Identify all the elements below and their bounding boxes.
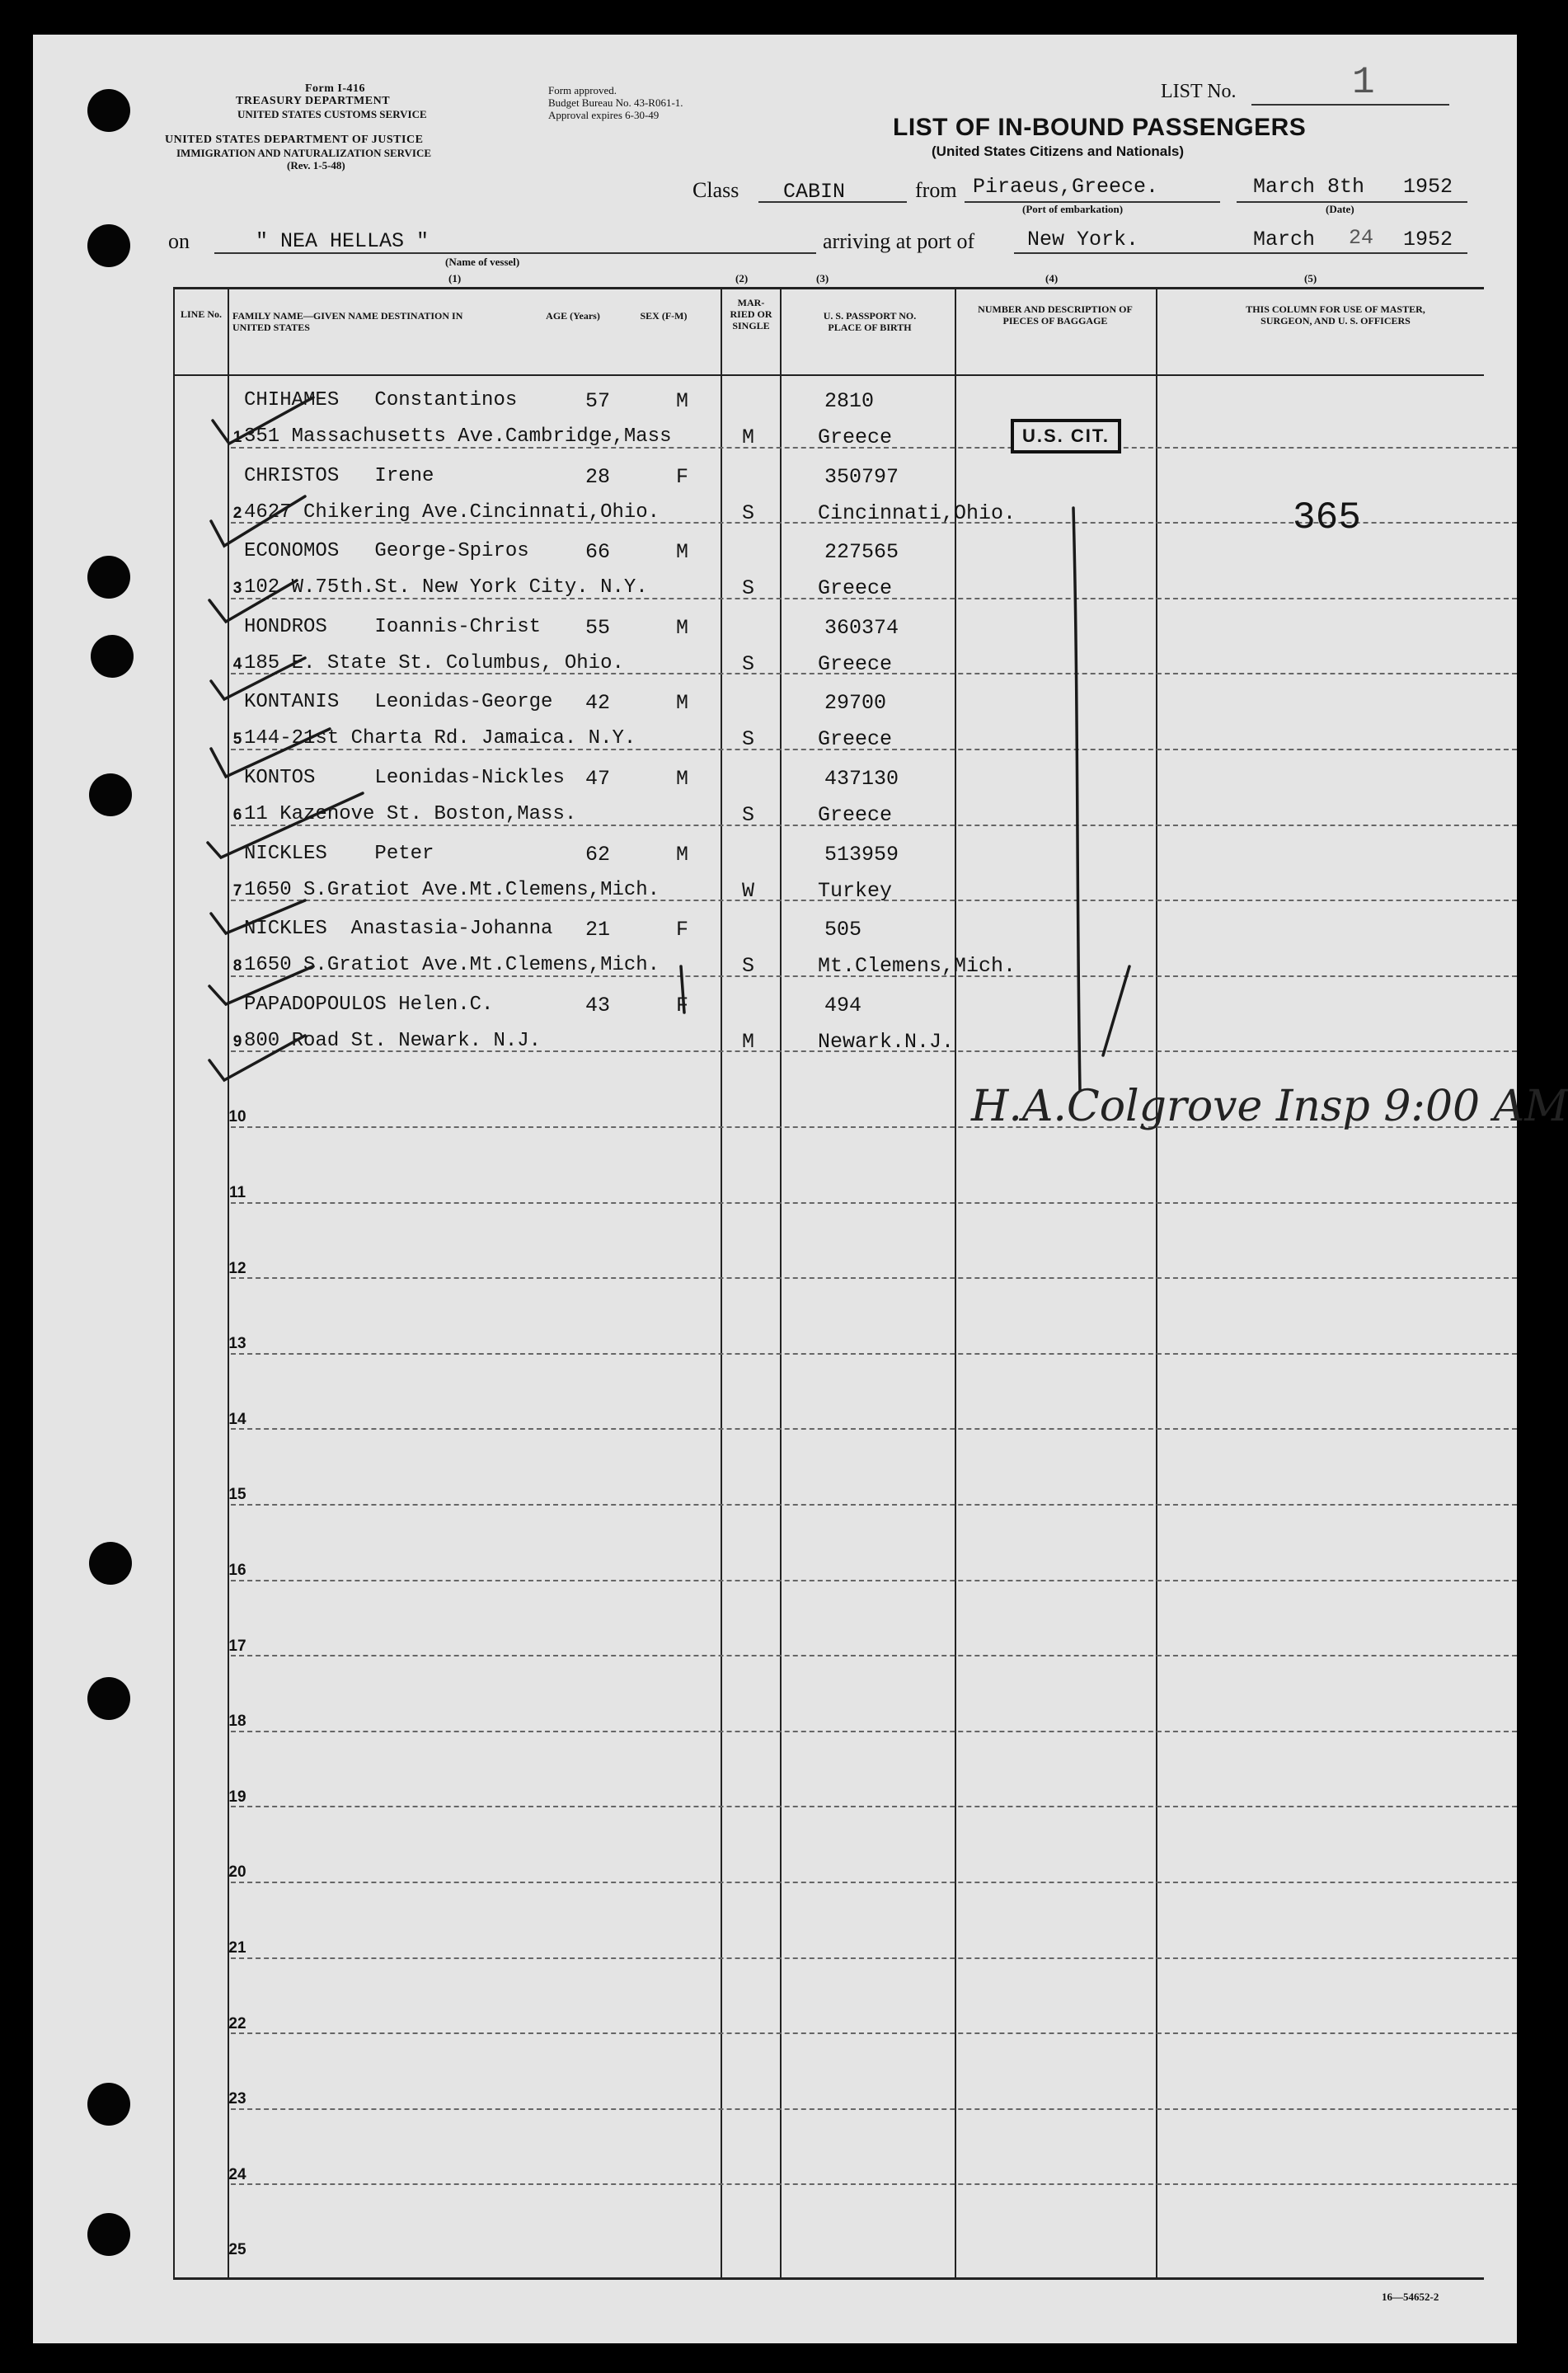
line-number: 5 bbox=[232, 731, 242, 749]
line-number: 7 bbox=[232, 881, 242, 900]
passenger-age: 62 bbox=[585, 842, 611, 867]
passenger-age: 55 bbox=[585, 615, 611, 640]
passenger-age: 43 bbox=[585, 993, 611, 1017]
checkmark bbox=[211, 655, 305, 699]
passenger-address: 102 W.75th.St. New York City. N.Y. bbox=[244, 576, 648, 599]
arriving-label: arriving at port of bbox=[823, 229, 975, 253]
place-of-birth: Mt.Clemens,Mich. bbox=[818, 954, 1016, 979]
arrival-day: 24 bbox=[1349, 226, 1374, 250]
place-of-birth: Turkey bbox=[818, 878, 893, 903]
marital-status: S bbox=[742, 651, 755, 676]
passport-number: 227565 bbox=[824, 540, 899, 565]
list-number-label: LIST No. bbox=[1161, 81, 1237, 102]
arrival-month: March bbox=[1253, 228, 1316, 251]
passenger-age: 57 bbox=[585, 389, 611, 413]
form-revision: (Rev. 1-5-48) bbox=[287, 159, 345, 172]
passenger-sex: F bbox=[676, 918, 689, 942]
passport-number: 513959 bbox=[824, 842, 899, 867]
passenger-age: 66 bbox=[585, 540, 611, 565]
baggage-bracket-line bbox=[1073, 508, 1080, 1090]
embarkation-year: 1952 bbox=[1403, 175, 1453, 199]
empty-line-number: 25 bbox=[228, 2241, 246, 2259]
form-subtitle: (United States Citizens and Nationals) bbox=[932, 143, 1185, 159]
passport-number: 350797 bbox=[824, 464, 899, 489]
empty-line-number: 18 bbox=[228, 1713, 246, 1731]
passport-number: 360374 bbox=[824, 615, 899, 640]
empty-line-number: 16 bbox=[228, 1562, 246, 1579]
header-married-single: MAR-RIED OR SINGLE bbox=[730, 297, 772, 331]
header-age: AGE (Years) bbox=[546, 310, 600, 322]
officer-number: 365 bbox=[1293, 496, 1361, 539]
passenger-address: 144-21st Charta Rd. Jamaica. N.Y. bbox=[244, 727, 636, 750]
marital-status: S bbox=[742, 727, 755, 752]
marital-status: W bbox=[742, 878, 755, 903]
budget-bureau: Budget Bureau No. 43-R061-1. bbox=[548, 96, 683, 109]
empty-line-number: 13 bbox=[228, 1335, 246, 1353]
arrival-year: 1952 bbox=[1403, 228, 1453, 251]
passenger-address: 11 Kazenove St. Boston,Mass. bbox=[244, 803, 577, 825]
passenger-sex: M bbox=[676, 615, 689, 640]
passenger-sex: M bbox=[676, 767, 689, 791]
approval-expiry: Approval expires 6-30-49 bbox=[548, 109, 660, 121]
header-line-no: LINE No. bbox=[180, 308, 222, 320]
customs-service: UNITED STATES CUSTOMS SERVICE bbox=[237, 108, 427, 120]
passenger-name: CHIHAMES Constantinos bbox=[244, 389, 518, 411]
passenger-sex: M bbox=[676, 691, 689, 716]
from-label: from bbox=[915, 178, 957, 202]
place-of-birth: Greece bbox=[818, 651, 893, 676]
vessel-caption: (Name of vessel) bbox=[445, 256, 520, 268]
passenger-address: 185 E. State St. Columbus, Ohio. bbox=[244, 651, 624, 674]
place-of-birth: Greece bbox=[818, 576, 893, 601]
place-of-birth: Greece bbox=[818, 803, 893, 827]
header-name-destination: FAMILY NAME—GIVEN NAME DESTINATION IN UNITED STATES bbox=[232, 310, 463, 333]
marital-status: M bbox=[742, 425, 755, 449]
passenger-name: NICKLES Anastasia-Johanna bbox=[244, 918, 553, 941]
passenger-address: 351 Massachusetts Ave.Cambridge,Mass bbox=[244, 425, 672, 448]
port-of-embarkation: Piraeus,Greece. bbox=[973, 175, 1159, 199]
header-officers: THIS COLUMN FOR USE OF MASTER, SURGEON, AND U. S. OFFICERS bbox=[1246, 303, 1425, 327]
checkmark-layer bbox=[33, 35, 1517, 2343]
empty-line-number: 22 bbox=[228, 2014, 246, 2032]
line-number: 2 bbox=[232, 504, 242, 522]
passenger-name: ECONOMOS George-Spiros bbox=[244, 540, 529, 563]
passport-number: 494 bbox=[824, 993, 862, 1017]
department-of-justice: UNITED STATES DEPARTMENT OF JUSTICE bbox=[165, 134, 424, 146]
empty-line-number: 23 bbox=[228, 2090, 246, 2108]
empty-line-number: 17 bbox=[228, 1637, 246, 1655]
passenger-name: NICKLES Peter bbox=[244, 842, 434, 865]
passenger-age: 47 bbox=[585, 767, 611, 791]
passenger-address: 4627 Chikering Ave.Cincinnati,Ohio. bbox=[244, 500, 660, 524]
marital-status: S bbox=[742, 500, 755, 525]
empty-line-number: 12 bbox=[228, 1259, 246, 1277]
passport-number: 2810 bbox=[824, 389, 875, 413]
passenger-name: KONTANIS Leonidas-George bbox=[244, 691, 553, 714]
passenger-address: 1650 S.Gratiot Ave.Mt.Clemens,Mich. bbox=[244, 878, 660, 901]
passenger-name: HONDROS Ioannis-Christ bbox=[244, 615, 542, 638]
header-baggage: NUMBER AND DESCRIPTION OF PIECES OF BAGGAGE bbox=[978, 303, 1133, 327]
place-of-birth: Cincinnati,Ohio. bbox=[818, 500, 1016, 525]
passenger-sex: F bbox=[676, 464, 689, 489]
empty-line-number: 20 bbox=[228, 1863, 246, 1882]
treasury-department: TREASURY DEPARTMENT bbox=[236, 95, 391, 107]
checkmark bbox=[211, 900, 305, 933]
marital-status: M bbox=[742, 1029, 755, 1054]
manifest-page bbox=[33, 35, 1568, 2343]
form-number: Form I-416 bbox=[305, 82, 366, 95]
header-passport-birthplace: U. S. PASSPORT NO. PLACE OF BIRTH bbox=[823, 310, 917, 333]
empty-line-number: 15 bbox=[228, 1486, 246, 1504]
footer-code: 16—54652-2 bbox=[1382, 2291, 1439, 2303]
embarkation-date: March 8th bbox=[1253, 175, 1365, 199]
passenger-name: CHRISTOS Irene bbox=[244, 464, 434, 487]
passenger-age: 42 bbox=[585, 691, 611, 716]
column-number-4: (4) bbox=[1045, 272, 1059, 284]
form-title: LIST OF IN-BOUND PASSENGERS bbox=[893, 114, 1307, 141]
passenger-address: 800 Road St. Newark. N.J. bbox=[244, 1029, 542, 1052]
header-sex: SEX (F-M) bbox=[640, 310, 688, 322]
passenger-age: 21 bbox=[585, 918, 611, 942]
date-caption: (Date) bbox=[1326, 203, 1354, 215]
empty-line-number: 21 bbox=[228, 1939, 246, 1957]
line-number: 9 bbox=[232, 1032, 242, 1050]
marital-status: S bbox=[742, 803, 755, 827]
passport-number: 505 bbox=[824, 918, 862, 942]
class-value: CABIN bbox=[783, 180, 846, 204]
place-of-birth: Newark.N.J. bbox=[818, 1029, 955, 1054]
passenger-name: PAPADOPOULOS Helen.C. bbox=[244, 993, 494, 1016]
passport-number: 437130 bbox=[824, 767, 899, 791]
line-number: 1 bbox=[232, 429, 242, 446]
empty-line-number: 19 bbox=[228, 1788, 246, 1806]
place-of-birth: Greece bbox=[818, 727, 893, 752]
checkmark bbox=[208, 793, 363, 858]
passenger-sex: M bbox=[676, 842, 689, 867]
on-label: on bbox=[168, 229, 190, 253]
passenger-name: KONTOS Leonidas-Nickles bbox=[244, 767, 565, 789]
passenger-sex: M bbox=[676, 389, 689, 413]
us-citizen-stamp: U.S. CIT. bbox=[1011, 419, 1121, 453]
checkmark bbox=[211, 729, 330, 777]
immigration-service: IMMIGRATION AND NATURALIZATION SERVICE bbox=[176, 147, 432, 159]
empty-line-number: 14 bbox=[228, 1410, 246, 1428]
checkmark bbox=[213, 397, 313, 444]
checkmark bbox=[209, 580, 297, 622]
port-of-arrival: New York. bbox=[1027, 228, 1139, 251]
passenger-age: 28 bbox=[585, 464, 611, 489]
class-label: Class bbox=[692, 178, 739, 202]
checkmark bbox=[209, 966, 313, 1004]
place-of-birth: Greece bbox=[818, 425, 893, 449]
line-number: 3 bbox=[232, 580, 242, 598]
column-number-2: (2) bbox=[735, 272, 749, 284]
list-number-value: 1 bbox=[1352, 61, 1375, 104]
marital-mark bbox=[681, 966, 684, 1013]
passenger-address: 1650 S.Gratiot Ave.Mt.Clemens,Mich. bbox=[244, 954, 660, 977]
form-approved: Form approved. bbox=[548, 84, 617, 96]
port-embarkation-caption: (Port of embarkation) bbox=[1022, 203, 1124, 215]
empty-line-number: 10 bbox=[228, 1108, 246, 1126]
marital-status: S bbox=[742, 954, 755, 979]
inspector-signature: H.A.Colgrove Insp 9:00 AM bbox=[971, 1082, 1568, 1131]
line-number: 4 bbox=[232, 655, 242, 673]
checkmark bbox=[211, 496, 305, 546]
column-number-3: (3) bbox=[816, 272, 829, 284]
column-number-1: (1) bbox=[448, 272, 462, 284]
empty-line-number: 11 bbox=[228, 1184, 246, 1201]
column-number-5: (5) bbox=[1304, 272, 1317, 284]
line-number: 6 bbox=[232, 806, 242, 824]
passenger-sex: M bbox=[676, 540, 689, 565]
empty-line-number: 24 bbox=[228, 2165, 246, 2183]
line-number: 8 bbox=[232, 957, 242, 975]
checkmark bbox=[209, 1036, 305, 1080]
passport-number: 29700 bbox=[824, 691, 887, 716]
vessel-name: " NEA HELLAS " bbox=[256, 229, 430, 253]
marital-status: S bbox=[742, 576, 755, 601]
passenger-sex: F bbox=[676, 993, 689, 1017]
baggage-bracket-line bbox=[1103, 966, 1129, 1055]
